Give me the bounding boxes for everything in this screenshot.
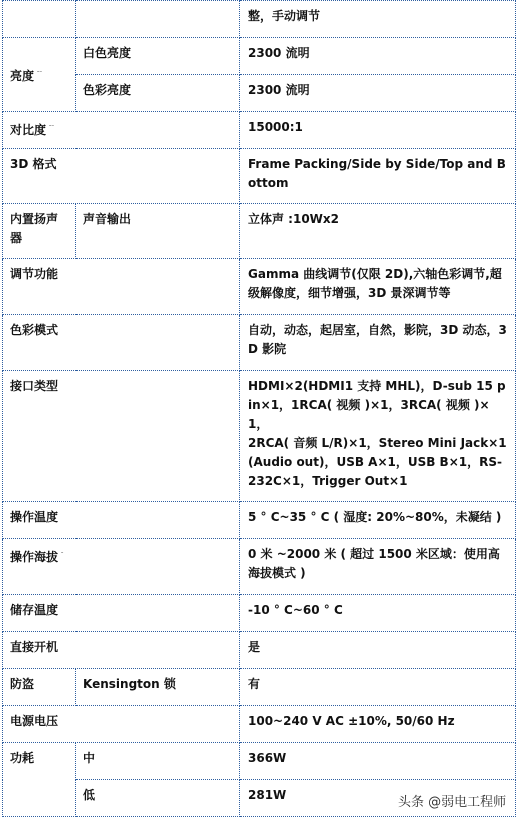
footnote-mark: ᵔᵔ: [37, 69, 42, 77]
value-cell: 是: [240, 632, 516, 669]
value-cell: 整，手动调节: [240, 1, 516, 38]
table-row: [3, 75, 516, 112]
label-cell: 直接开机: [3, 632, 240, 669]
label-cell: 3D 格式: [3, 149, 240, 204]
spec-table: [2, 0, 516, 817]
table-row: [3, 539, 516, 595]
table-row: [3, 706, 516, 743]
table-row: [3, 595, 516, 632]
watermark: 头条 @弱电工程师: [398, 795, 507, 810]
value-line: HDMI×2(HDMI1 支持 MHL)，D-sub 15 pin×1，1RCA( 视频 )×1，3RCA( 视频 )×1，: [248, 379, 506, 431]
label-cell: [3, 38, 76, 112]
label-cell: [3, 539, 240, 595]
value-cell: 立体声 :10Wx2: [240, 204, 516, 259]
value-cell: 自动，动态，起居室，自然，影院，3D 动态，3D 影院: [240, 315, 516, 371]
value-cell: Frame Packing/Side by Side/Top and Bottom: [240, 149, 516, 204]
table-row: [3, 204, 516, 259]
table-row: [3, 1, 516, 38]
table-row: [3, 259, 516, 315]
row-label-altitude: 操作海拔: [10, 550, 59, 564]
value-cell: 2300 流明: [240, 38, 516, 75]
row-label-contrast: 对比度: [10, 123, 47, 137]
value-cell: 5 ° C~35 ° C ( 湿度: 20%~80%，未凝结 ): [240, 502, 516, 539]
label-cell: 色彩模式: [3, 315, 240, 371]
value-cell: [240, 371, 516, 502]
sub-label-cell: [76, 1, 240, 38]
value-cell: 281W: [240, 780, 516, 817]
sub-label-cell: 白色亮度: [76, 38, 240, 75]
row-label-brightness: 亮度: [10, 68, 35, 83]
table-row: [3, 149, 516, 204]
value-cell: 100~240 V AC ±10%, 50/60 Hz: [240, 706, 516, 743]
label-cell: [3, 1, 76, 38]
value-cell: 2300 流明: [240, 75, 516, 112]
table-row: [3, 743, 516, 780]
sub-label-cell: Kensington 锁: [76, 669, 240, 706]
sub-label-cell: 低: [76, 780, 240, 817]
label-cell: 操作温度: [3, 502, 240, 539]
value-cell: 0 米 ~2000 米 ( 超过 1500 米区域：使用高海拔模式 ): [240, 539, 516, 595]
sub-label-cell: 声音输出: [76, 204, 240, 259]
value-cell: 15000:1: [240, 112, 516, 149]
label-cell: 电源电压: [3, 706, 240, 743]
table-row: [3, 371, 516, 502]
footnote-mark: ᵔ: [61, 551, 64, 558]
value-cell: 366W: [240, 743, 516, 780]
label-cell: 内置扬声器: [3, 204, 76, 259]
table-row: [3, 112, 516, 149]
label-cell: 防盗: [3, 669, 76, 706]
footnote-mark: ᵔᵔ: [49, 124, 54, 131]
label-cell: 接口类型: [3, 371, 240, 502]
value-cell: Gamma 曲线调节(仅限 2D),六轴色彩调节,超级解像度，细节增强，3D 景深调节等: [240, 259, 516, 315]
value-cell: 有: [240, 669, 516, 706]
label-cell: 功耗: [3, 743, 76, 817]
value-line: 2RCA( 音频 L/R)×1，Stereo Mini Jack×1(Audio out)，USB A×1，USB B×1，RS-232C×1，Trigger Out×1: [248, 436, 507, 488]
label-cell: [3, 112, 240, 149]
label-cell: 储存温度: [3, 595, 240, 632]
table-row: [3, 315, 516, 371]
table-row: [3, 632, 516, 669]
sub-label-cell: 中: [76, 743, 240, 780]
value-cell: -10 ° C~60 ° C: [240, 595, 516, 632]
label-cell: 调节功能: [3, 259, 240, 315]
table-row: [3, 38, 516, 75]
table-row: [3, 502, 516, 539]
table-row: [3, 669, 516, 706]
sub-label-cell: 色彩亮度: [76, 75, 240, 112]
